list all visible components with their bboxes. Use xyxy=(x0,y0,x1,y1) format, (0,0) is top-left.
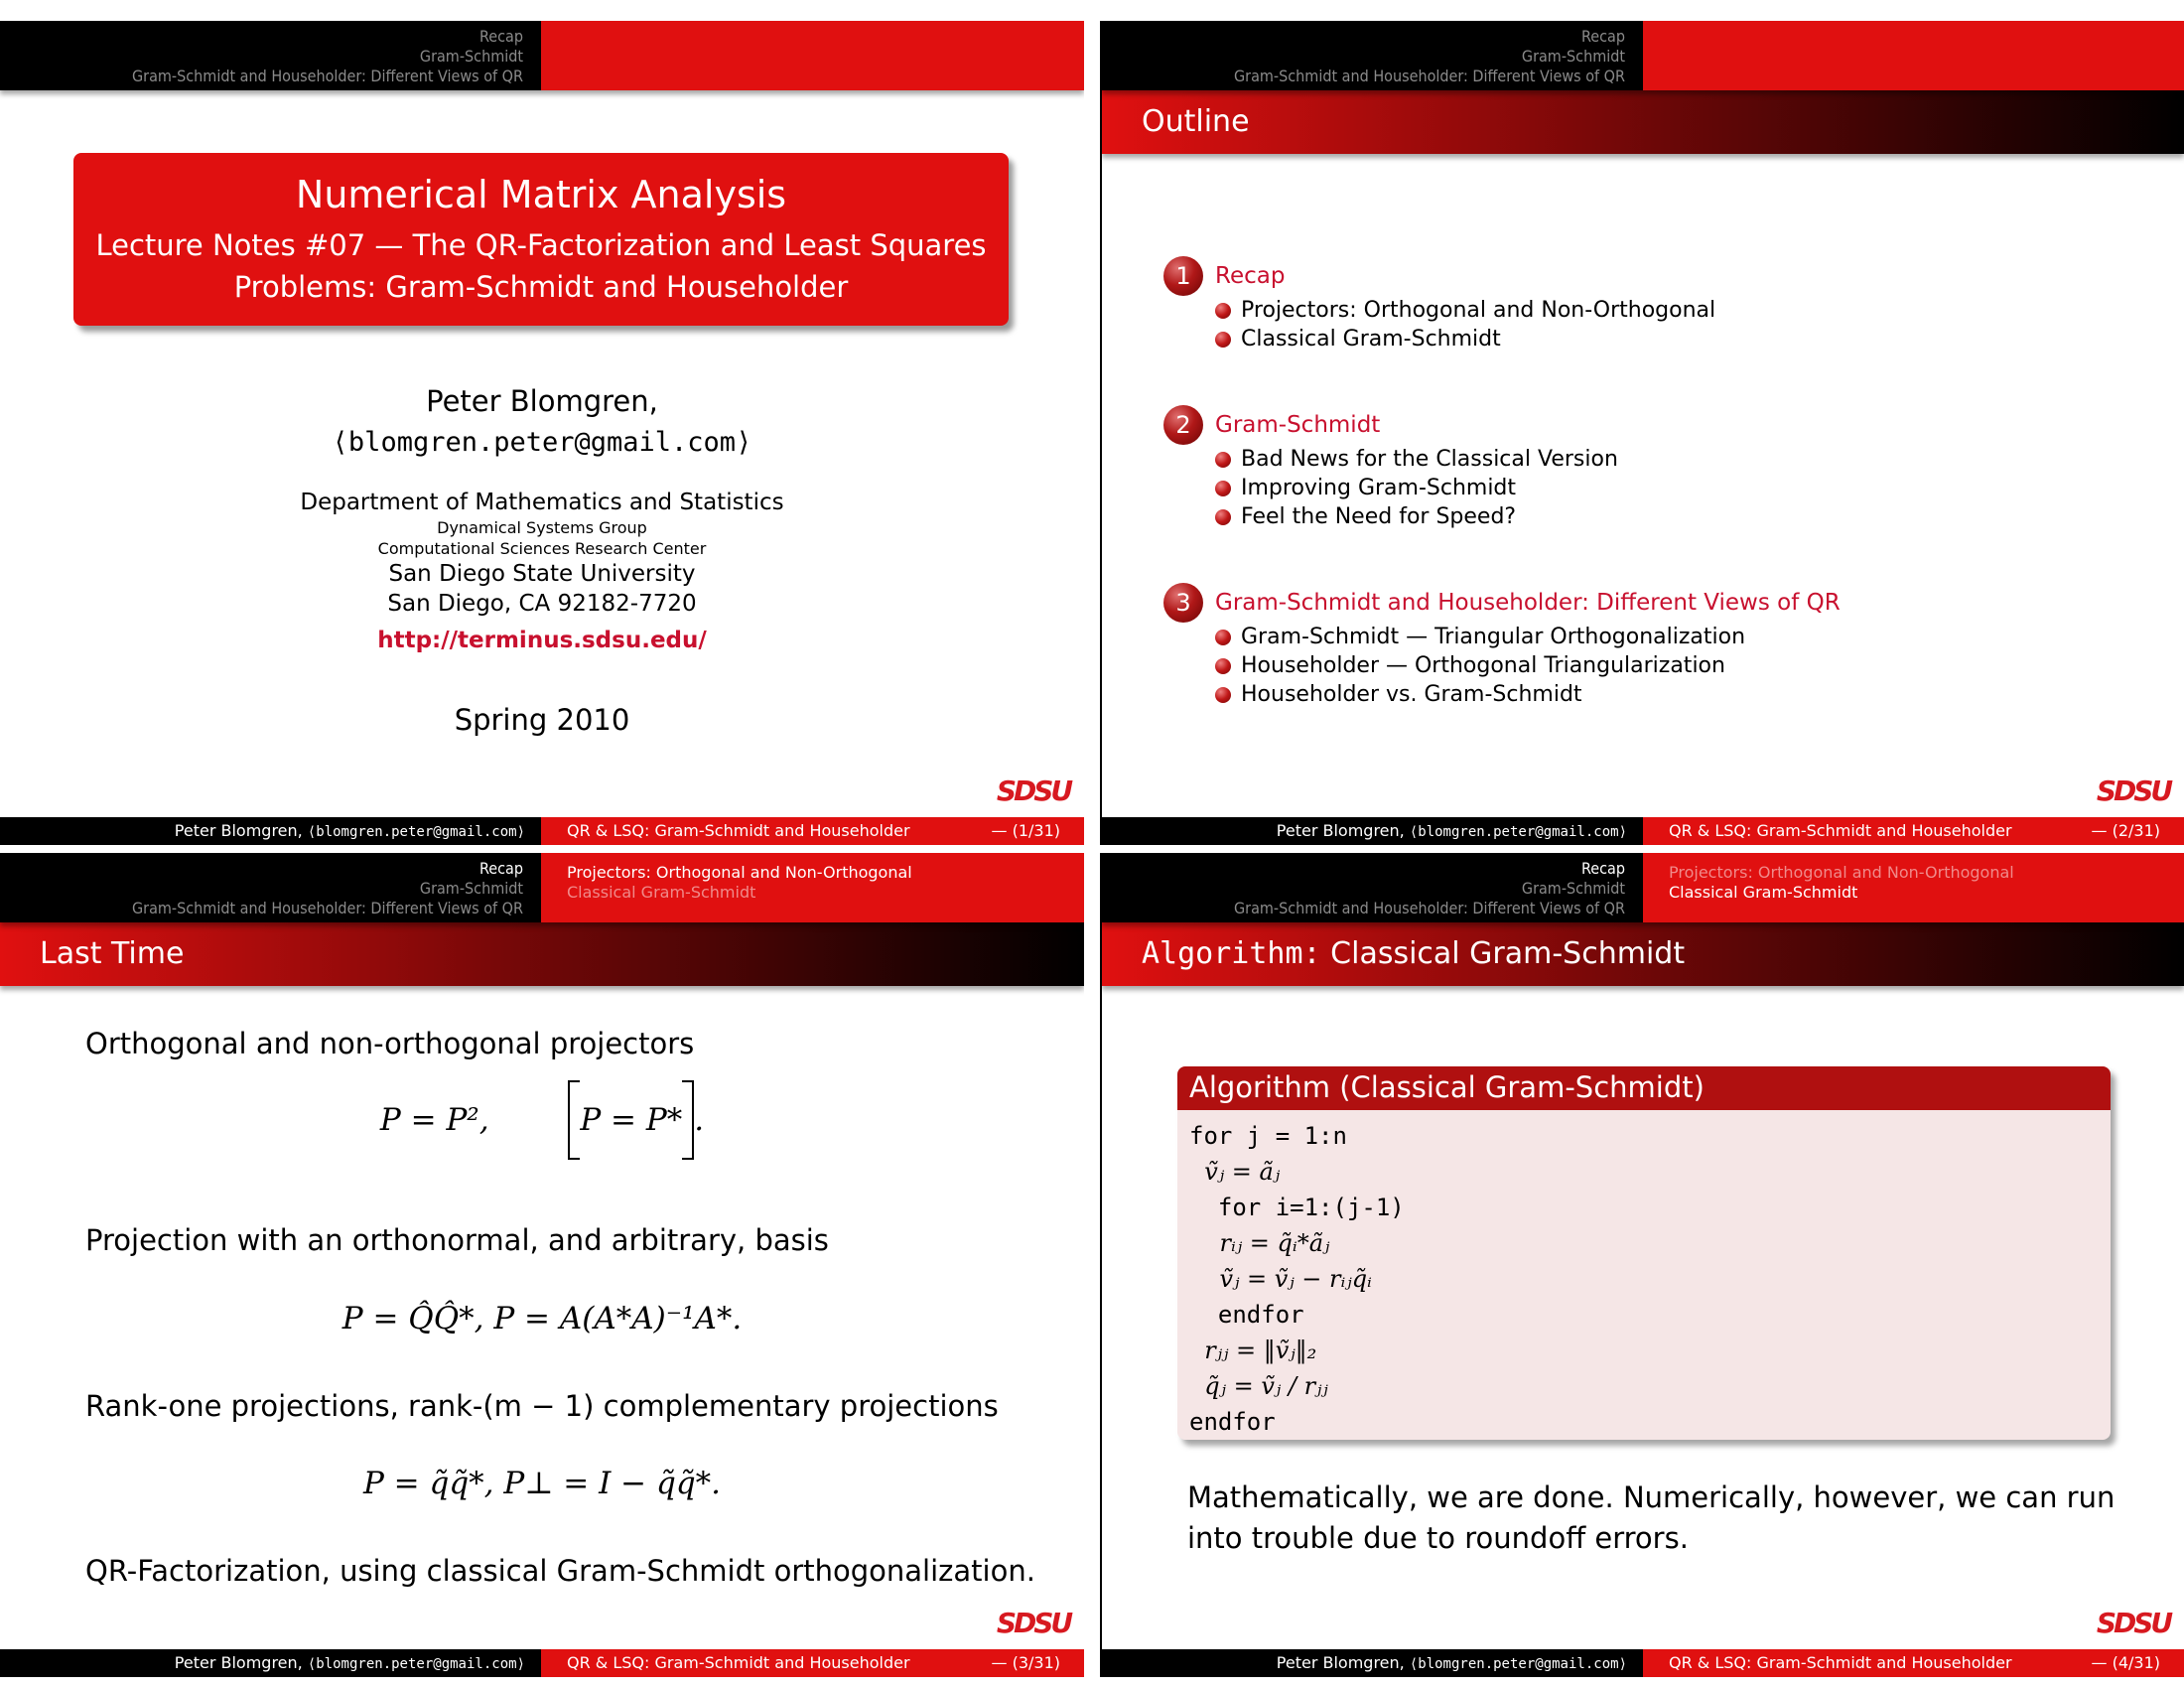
outline-item[interactable] xyxy=(1163,474,2116,502)
footer-short-title: QR & LSQ: Gram-Schmidt and Householder xyxy=(1669,821,2012,840)
outline-item[interactable] xyxy=(1163,296,2116,325)
author-name: Peter Blomgren, xyxy=(426,384,658,418)
item-label: Improving Gram-Schmidt xyxy=(1241,476,1517,500)
section-nav xyxy=(0,21,541,90)
page-number: — (2/31) xyxy=(2091,821,2160,840)
footer xyxy=(1102,1649,2184,1677)
section-number-badge: 1 xyxy=(1163,256,1203,296)
bullet-ball-icon xyxy=(1215,509,1231,525)
outline-item[interactable] xyxy=(1163,445,2116,474)
slide-2-outline xyxy=(1100,21,2184,845)
svg-text:SDSU: SDSU xyxy=(996,775,1071,805)
nav-header xyxy=(0,21,1084,90)
footer-author-name: Peter Blomgren, xyxy=(174,821,303,840)
group: Dynamical Systems Group xyxy=(437,518,647,537)
page-number: — (1/31) xyxy=(991,821,1060,840)
frame-title-mono: Algorithm: xyxy=(1142,936,1321,971)
page-number: — (4/31) xyxy=(2091,1653,2160,1672)
bullet-ball-icon xyxy=(1215,630,1231,645)
footer-author-name: Peter Blomgren, xyxy=(174,1653,303,1672)
outline-section-3[interactable] xyxy=(1163,583,2116,709)
eq-hermitian-bracket xyxy=(568,1098,694,1142)
subsection-nav xyxy=(1643,21,2184,90)
footer-short-title: QR & LSQ: Gram-Schmidt and Householder xyxy=(567,1653,910,1672)
page-number: — (3/31) xyxy=(991,1653,1060,1672)
nav-subsection-projectors[interactable]: Projectors: Orthogonal and Non-Orthogonal xyxy=(1669,863,2014,882)
date: Spring 2010 xyxy=(454,703,630,737)
code-line: for i=1:(j-1) xyxy=(1189,1194,1405,1221)
text-projectors: Orthogonal and non-orthogonal projectors xyxy=(85,1027,695,1060)
algorithm-block-title: Algorithm (Classical Gram-Schmidt) xyxy=(1177,1066,2111,1110)
item-label: Householder — Orthogonal Triangularization xyxy=(1241,653,1725,678)
frame-title: Last Time xyxy=(0,922,1084,986)
footer-title xyxy=(1643,1649,2184,1677)
footer-email: ⟨blomgren.peter@gmail.com⟩ xyxy=(1409,824,1627,840)
nav-section-recap[interactable]: Recap xyxy=(478,27,523,46)
author-block xyxy=(0,380,1084,464)
outline-item[interactable] xyxy=(1163,680,2116,709)
outline-item[interactable] xyxy=(1163,651,2116,680)
section-title[interactable]: Gram-Schmidt xyxy=(1215,412,1381,438)
presentation-title: Numerical Matrix Analysis xyxy=(295,173,787,216)
code-line: ṽⱼ = ãⱼ xyxy=(1189,1158,1281,1186)
research-center: Computational Sciences Research Center xyxy=(377,539,707,558)
code-line: endfor xyxy=(1189,1408,1276,1436)
svg-text:SDSU: SDSU xyxy=(2096,1608,2171,1637)
nav-section-recap[interactable]: Recap xyxy=(478,859,523,878)
nav-section-different-views[interactable]: Gram-Schmidt and Householder: Different Views of QR xyxy=(132,67,523,85)
frame-title xyxy=(1102,922,2184,986)
footer-author-name: Peter Blomgren, xyxy=(1276,821,1405,840)
slide-1-title xyxy=(0,21,1084,845)
section-nav xyxy=(1102,853,1643,922)
footer-author-name: Peter Blomgren, xyxy=(1276,1653,1405,1672)
svg-text:SDSU: SDSU xyxy=(996,1608,1071,1637)
title-block xyxy=(73,153,1009,326)
eq-period: . xyxy=(694,1102,705,1138)
department: Department of Mathematics and Statistics xyxy=(300,490,784,515)
nav-section-gram-schmidt[interactable]: Gram-Schmidt xyxy=(419,879,523,898)
text-projection-basis: Projection with an orthonormal, and arbitrary, basis xyxy=(85,1223,829,1257)
section-number-badge: 3 xyxy=(1163,583,1203,623)
bullet-ball-icon xyxy=(1215,687,1231,703)
section-title[interactable]: Gram-Schmidt and Householder: Different Views of QR xyxy=(1215,590,1841,616)
equation-rank-one: P = q̃q̃*, P⊥ = I − q̃q̃*. xyxy=(362,1466,722,1501)
code-line: rⱼⱼ = ‖ṽⱼ‖₂ xyxy=(1189,1336,1317,1364)
nav-section-different-views[interactable]: Gram-Schmidt and Householder: Different Views of QR xyxy=(1234,67,1625,85)
footer xyxy=(1102,817,2184,845)
code-line: for j = 1:n xyxy=(1189,1122,1347,1150)
footer-email: ⟨blomgren.peter@gmail.com⟩ xyxy=(307,1656,525,1672)
address: San Diego, CA 92182-7720 xyxy=(387,591,697,617)
sdsu-logo-icon xyxy=(2091,1608,2176,1637)
bullet-ball-icon xyxy=(1215,303,1231,319)
item-label: Bad News for the Classical Version xyxy=(1241,447,1618,472)
sdsu-logo-icon xyxy=(991,1608,1076,1637)
eq-idempotent: P = P², xyxy=(379,1102,499,1138)
bullet-ball-icon xyxy=(1215,452,1231,468)
footer-author xyxy=(0,817,541,845)
footer-title xyxy=(1643,817,2184,845)
nav-header xyxy=(0,853,1084,922)
nav-subsection-classical-gs[interactable]: Classical Gram-Schmidt xyxy=(567,883,756,902)
code-line: rᵢⱼ = q̃ᵢ*ãⱼ xyxy=(1189,1229,1330,1257)
bullet-ball-icon xyxy=(1215,658,1231,674)
slide-4-algorithm xyxy=(1100,853,2184,1677)
outline-item[interactable] xyxy=(1163,502,2116,531)
equation-projectors xyxy=(0,1098,1084,1142)
outline-section-1[interactable] xyxy=(1163,256,2116,353)
nav-subsection-classical-gs[interactable]: Classical Gram-Schmidt xyxy=(1669,883,1858,902)
item-label: Gram-Schmidt — Triangular Orthogonalization xyxy=(1241,625,1746,649)
nav-section-different-views[interactable]: Gram-Schmidt and Householder: Different Views of QR xyxy=(132,899,523,917)
footer-title xyxy=(541,817,1084,845)
footer-title xyxy=(541,1649,1084,1677)
item-label: Feel the Need for Speed? xyxy=(1241,504,1517,529)
code-line: endfor xyxy=(1189,1301,1304,1329)
subsection-nav xyxy=(541,853,1084,922)
sdsu-logo-icon xyxy=(991,775,1076,805)
institute-block xyxy=(0,488,1084,619)
footer-short-title: QR & LSQ: Gram-Schmidt and Householder xyxy=(567,821,910,840)
eq-hermitian: P = P* xyxy=(580,1102,683,1138)
author-email: ⟨blomgren.peter@gmail.com⟩ xyxy=(332,427,752,458)
nav-section-recap[interactable]: Recap xyxy=(1580,27,1625,46)
nav-section-gram-schmidt[interactable]: Gram-Schmidt xyxy=(1521,879,1625,898)
section-title[interactable]: Recap xyxy=(1215,263,1286,289)
item-label: Projectors: Orthogonal and Non-Orthogonal xyxy=(1241,298,1716,323)
footer-author xyxy=(0,1649,541,1677)
section-nav xyxy=(0,853,541,922)
nav-section-different-views[interactable]: Gram-Schmidt and Householder: Different Views of QR xyxy=(1234,899,1625,917)
equation-projection-basis: P = Q̂Q̂*, P = A(A*A)⁻¹A*. xyxy=(341,1301,743,1336)
footer xyxy=(0,817,1084,845)
svg-text:SDSU: SDSU xyxy=(2096,775,2171,805)
website-link[interactable]: http://terminus.sdsu.edu/ xyxy=(377,628,707,653)
algorithm-block xyxy=(1177,1066,2111,1440)
text-rank-one: Rank-one projections, rank-(m − 1) complementary projections xyxy=(85,1389,999,1423)
subtitle-line-1: Lecture Notes #07 — The QR-Factorization and Least Squares xyxy=(95,228,987,262)
frame-title-rest: Classical Gram-Schmidt xyxy=(1320,936,1686,971)
text-qr-factorization: QR-Factorization, using classical Gram-Schmidt orthogonalization. xyxy=(85,1554,1035,1588)
nav-subsection-projectors[interactable]: Projectors: Orthogonal and Non-Orthogonal xyxy=(567,863,912,882)
item-label: Householder vs. Gram-Schmidt xyxy=(1241,682,1582,707)
bullet-ball-icon xyxy=(1215,332,1231,348)
slide-3-last-time xyxy=(0,853,1084,1677)
algorithm-code xyxy=(1177,1110,2111,1440)
nav-section-recap[interactable]: Recap xyxy=(1580,859,1625,878)
footer-author xyxy=(1102,1649,1643,1677)
footer xyxy=(0,1649,1084,1677)
outline-item[interactable] xyxy=(1163,623,2116,651)
nav-header xyxy=(1102,21,2184,90)
outline-item[interactable] xyxy=(1163,325,2116,353)
university: San Diego State University xyxy=(388,561,696,587)
footer-author xyxy=(1102,817,1643,845)
nav-section-gram-schmidt[interactable]: Gram-Schmidt xyxy=(1521,47,1625,66)
section-nav xyxy=(1102,21,1643,90)
outline-list xyxy=(1163,256,2116,761)
footer-email: ⟨blomgren.peter@gmail.com⟩ xyxy=(307,824,525,840)
code-line: ṽⱼ = ṽⱼ − rᵢⱼq̃ᵢ xyxy=(1189,1265,1372,1293)
nav-header xyxy=(1102,853,2184,922)
presentation-subtitle xyxy=(73,224,1009,308)
nav-section-gram-schmidt[interactable]: Gram-Schmidt xyxy=(419,47,523,66)
subtitle-line-2: Problems: Gram-Schmidt and Householder xyxy=(233,270,849,304)
paragraph-roundoff: Mathematically, we are done. Numerically, however, we can run into trouble due to roundoff errors. xyxy=(1187,1480,2116,1555)
subsection-nav xyxy=(1643,853,2184,922)
footer-short-title: QR & LSQ: Gram-Schmidt and Householder xyxy=(1669,1653,2012,1672)
frame-title: Outline xyxy=(1102,90,2184,154)
bullet-ball-icon xyxy=(1215,481,1231,496)
code-line: q̃ⱼ = ṽⱼ / rⱼⱼ xyxy=(1189,1372,1328,1400)
footer-email: ⟨blomgren.peter@gmail.com⟩ xyxy=(1409,1656,1627,1672)
item-label: Classical Gram-Schmidt xyxy=(1241,327,1501,352)
subsection-nav xyxy=(541,21,1084,90)
section-number-badge: 2 xyxy=(1163,405,1203,445)
outline-section-2[interactable] xyxy=(1163,405,2116,531)
sdsu-logo-icon xyxy=(2091,775,2176,805)
